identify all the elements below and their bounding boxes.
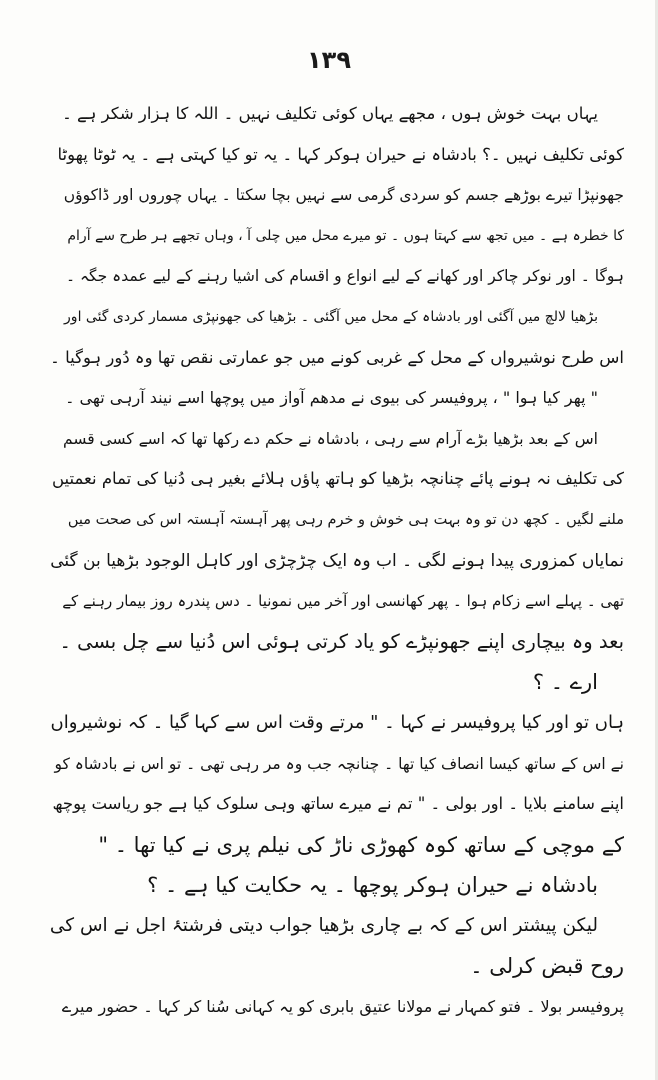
text-line: تھی ۔ پہلے اسے زکام ہوا ۔ پھر کھانسی اور آخر میں نمونیا ۔ دس پندرہ روز بیمار رہنے کے xyxy=(62,592,624,611)
text-line: ملنے لگیں ۔ کچھ دن تو وہ بہت ہی خوش و خرم رہی پھر آہستہ آہستہ اس کی صحت میں xyxy=(67,511,624,528)
text-line: نے اس کے ساتھ کیسا انصاف کیا تھا ۔ چنانچہ جب وہ مر رہی تھی ۔ تو اس نے بادشاہ کو xyxy=(54,754,624,773)
text-line: بڑھیا لالچ میں آگئی اور بادشاہ کے محل میں آگئی ۔ بڑھیا کی جھونپڑی مسمار کردی گئی اور xyxy=(64,308,598,325)
text-line: اس کے بعد بڑھیا بڑے آرام سے رہی ، بادشاہ نے حکم دے رکھا تھا کہ اسے کسی قسم xyxy=(63,429,598,448)
text-line: بادشاہ نے حیران ہوکر پوچھا ۔ یہ حکایت کیا ہے ۔ ؟ xyxy=(147,873,598,898)
text-line: بعد وہ بیچاری اپنے جھونپڑے کو یاد کرتی ہوئی اس دُنیا سے چل بسی ۔ xyxy=(59,629,624,653)
text-line: کا خطرہ ہے ۔ میں تجھ سے کہتا ہوں ۔ تو میرے محل میں چلی آ ، وہاں تجھے ہر طرح سے آرام xyxy=(67,227,624,244)
text-line: روح قبض کرلی ۔ xyxy=(470,954,624,979)
text-line: پروفیسر بولا ۔ فتو کمہار نے مولانا عتیق بابری کو یہ کہانی سُنا کر کہا ۔ حضور میرے xyxy=(61,997,624,1017)
text-line: ہاں تو اور کیا پروفیسر نے کہا ۔ " مرتے وقت اس سے کہا گیا ۔ کہ نوشیرواں xyxy=(50,711,624,733)
text-line: کے موچی کے ساتھ کوہ کھوڑی ناڑ کی نیلم پری نے کیا تھا ۔ " xyxy=(98,832,624,857)
text-line: کوئی تکلیف نہیں ۔؟ بادشاہ نے حیران ہوکر کہا ۔ یہ تو کیا کہتی ہے ۔ یہ ٹوٹا پھوٹا xyxy=(57,144,624,164)
text-line: اپنے سامنے بلایا ۔ اور بولی ۔ " تم نے میرے ساتھ وہی سلوک کیا ہے جو ریاست پوچھ xyxy=(52,794,624,814)
text-line: لیکن پیشتر اس کے کہ بے چاری بڑھیا جواب دیتی فرشتۂ اجل نے اس کی xyxy=(50,914,598,936)
text-line: نمایاں کمزوری پیدا ہونے لگی ۔ اب وہ ایک چڑچڑی اور کاہل الوجود بڑھیا بن گئی xyxy=(50,550,624,571)
text-line: ارے ۔ ؟ xyxy=(532,670,598,695)
page-number: ۱۳۹ xyxy=(307,46,351,74)
text-line: جھونپڑا تیرے بوڑھے جسم کو سردی گرمی سے نہیں بچا سکتا ۔ یہاں چوروں اور ڈاکوؤں xyxy=(63,186,624,205)
text-line: کی تکلیف نہ ہونے پائے چنانچہ بڑھیا کو ہاتھ پاؤں ہلائے بغیر ہی دُنیا کی تمام نعمتیں xyxy=(51,469,624,489)
text-line: ہوگا ۔ اور نوکر چاکر اور کھانے کے لیے انواع و اقسام کی اشیا رہنے کے لیے عمدہ جگہ ۔ xyxy=(65,267,624,286)
text-line: " پھر کیا ہوا " ، پروفیسر کی بیوی نے مدھم آواز میں پوچھا اسے نیند آرہی تھی ۔ xyxy=(65,388,598,408)
body-text xyxy=(50,94,624,1028)
text-line: یہاں بہت خوش ہوں ، مجھے یہاں کوئی تکلیف نہیں ۔ اللہ کا ہزار شکر ہے ۔ xyxy=(62,104,598,123)
text-line: اس طرح نوشیرواں کے محل کے غربی کونے میں جو عمارتی نقص تھا وہ دُور ہوگیا ۔ xyxy=(50,347,624,367)
